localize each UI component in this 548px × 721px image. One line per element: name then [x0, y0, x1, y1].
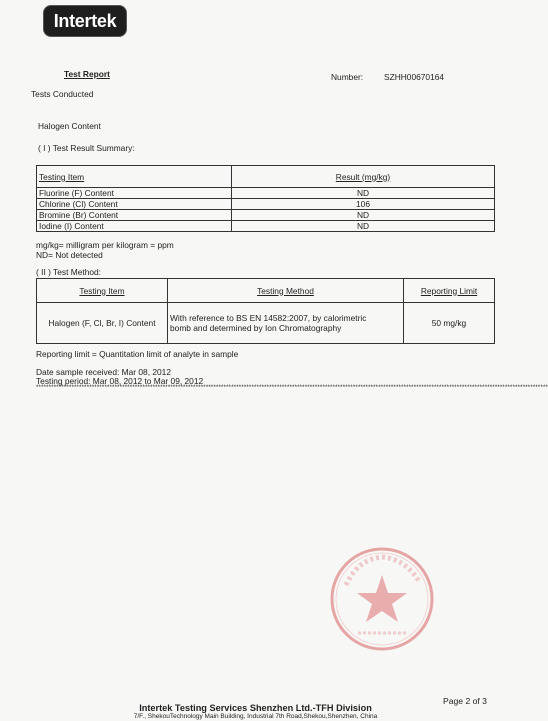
- footer-company: Intertek Testing Services Shenzhen Ltd.-TFH Division: [139, 703, 372, 713]
- date-received: Date sample received: Mar 08, 2012: [36, 367, 172, 377]
- result-item: Chlorine (Cl) Content: [37, 199, 232, 210]
- method-item: Halogen (F, Cl, Br, I) Content: [37, 303, 168, 344]
- method-description: [168, 303, 404, 344]
- unit-note: mg/kg= milligram per kilogram = ppm: [36, 240, 174, 250]
- table-row: [37, 188, 495, 199]
- table-row: [37, 199, 495, 210]
- method-table: [36, 278, 495, 344]
- results-header-result: Result (mg/kg): [232, 166, 495, 188]
- table-row: [37, 303, 495, 344]
- result-item: Bromine (Br) Content: [37, 210, 232, 221]
- result-item: Iodine (I) Content: [37, 221, 232, 232]
- report-title: Test Report: [64, 69, 110, 79]
- method-header-item: Testing Item: [37, 279, 168, 303]
- reporting-limit-note: Reporting limit = Quantitation limit of analyte in sample: [36, 349, 239, 359]
- method-header-method: Testing Method: [168, 279, 404, 303]
- method-header-row: [37, 279, 495, 303]
- method-line-2: bomb and determined by Ion Chromatography: [170, 323, 342, 333]
- page-number: Page 2 of 3: [443, 696, 487, 706]
- section-title: Halogen Content: [38, 121, 101, 131]
- number-label: Number:: [331, 72, 364, 82]
- company-seal-stamp: [328, 545, 436, 653]
- result-value: ND: [232, 188, 495, 199]
- method-limit: 50 mg/kg: [404, 303, 495, 344]
- results-table: [36, 165, 495, 232]
- testing-period: Testing period: Mar 08, 2012 to Mar 09, 2012: [36, 376, 204, 386]
- result-value: 106: [232, 199, 495, 210]
- intertek-logo: Intertek: [44, 6, 126, 36]
- result-value: ND: [232, 221, 495, 232]
- report-number: SZHH00670164: [384, 72, 445, 82]
- results-header-item: Testing Item: [37, 166, 232, 188]
- result-value: ND: [232, 210, 495, 221]
- method-line-1: With reference to BS EN 14582:2007, by calorimetric: [170, 313, 367, 323]
- nd-note: ND= Not detected: [36, 250, 103, 260]
- results-header-row: [37, 166, 495, 188]
- tests-conducted: Tests Conducted: [31, 89, 94, 99]
- footer-address: 7/F., ShekouTechnology Main Building, Industrial 7th Road,Shekou,Shenzhen, China: [133, 713, 378, 720]
- method-header-limit: Reporting Limit: [404, 279, 495, 303]
- asterisk-separator: **********************************************************************************************************************************************************************************************************: [36, 385, 548, 391]
- table-row: [37, 210, 495, 221]
- method-heading: ( II ) Test Method:: [36, 267, 102, 277]
- table-row: [37, 221, 495, 232]
- summary-heading: ( I ) Test Result Summary:: [38, 143, 135, 153]
- result-item: Fluorine (F) Content: [37, 188, 232, 199]
